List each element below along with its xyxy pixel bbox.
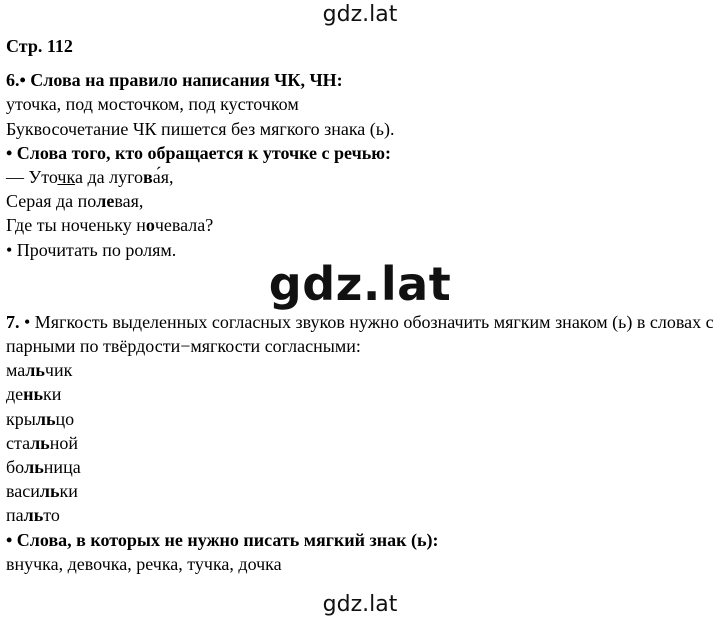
watermark-middle: gdz.lat [268, 257, 452, 311]
word-item [6, 407, 714, 431]
no-soft-words: внучка, девочка, речка, тучка, дочка [6, 553, 282, 574]
word-part: де [6, 384, 24, 405]
word-part: бо [6, 457, 25, 478]
word-highlight: ль [23, 505, 44, 526]
poem-text: а да луго [74, 167, 144, 188]
word-part: то [43, 505, 60, 526]
task6-heading: 6.• Слова на правило написания ЧК, ЧН: [6, 70, 343, 91]
task7-number: 7. [6, 311, 20, 332]
word-highlight: ль [39, 481, 60, 502]
word-item [6, 479, 714, 503]
word-part: ки [43, 384, 62, 405]
word-part: ста [6, 432, 31, 453]
poem-text: а́я, [152, 167, 174, 188]
poem-line-3 [6, 213, 714, 237]
task7-intro-text: • Мягкость выделенных согласных звуков нужно обозначить мягким знаком (ь) в словах с парными по твёрдости−мягкости согласными: [6, 311, 714, 357]
word-highlight: ль [30, 432, 50, 453]
poem-text: чевала? [154, 215, 214, 236]
poem-underlined: чк [57, 167, 75, 188]
word-part: ки [59, 481, 78, 502]
word-item [6, 455, 714, 479]
word-highlight: ль [35, 408, 56, 429]
no-soft-heading: • Слова, в которых не нужно писать мягкий знак (ь): [6, 529, 439, 550]
poem-text: Где ты ноченьку н [6, 215, 146, 236]
task6-speech-heading: • Слова того, кто обращается к уточке с речью: [6, 142, 391, 163]
task6-rule: Буквосочетание ЧК пишется без мягкого знака (ь). [6, 118, 395, 139]
poem-line-1 [6, 165, 714, 189]
word-highlight: нь [23, 384, 44, 405]
task7-intro [6, 310, 714, 358]
word-part: васи [6, 481, 40, 502]
watermark-bottom: gdz.lat [322, 592, 398, 617]
poem-text: — Уто [6, 167, 58, 188]
poem-bold: ле [96, 191, 115, 212]
task6-read: • Прочитать по ролям. [6, 239, 177, 260]
word-part: цо [55, 408, 75, 429]
word-part: ница [43, 457, 81, 478]
poem-text: Серая да по [6, 191, 97, 212]
page-label: Стр. 112 [6, 36, 73, 56]
word-item [6, 358, 714, 382]
word-item [6, 431, 714, 455]
word-item [6, 382, 714, 406]
watermark-top: gdz.lat [322, 2, 398, 27]
word-part: па [6, 505, 24, 526]
word-part: чик [44, 360, 73, 381]
poem-line-2 [6, 189, 714, 213]
word-highlight: ль [24, 457, 44, 478]
word-highlight: ль [25, 360, 45, 381]
word-part: кры [6, 408, 36, 429]
task6-words: уточка, под мосточком, под кусточком [6, 94, 299, 115]
word-part: ма [6, 360, 26, 381]
poem-bold: в [143, 167, 153, 188]
word-part: ной [49, 432, 78, 453]
poem-bold: о [145, 215, 155, 236]
word-item [6, 503, 714, 527]
poem-text: вая, [114, 191, 144, 212]
